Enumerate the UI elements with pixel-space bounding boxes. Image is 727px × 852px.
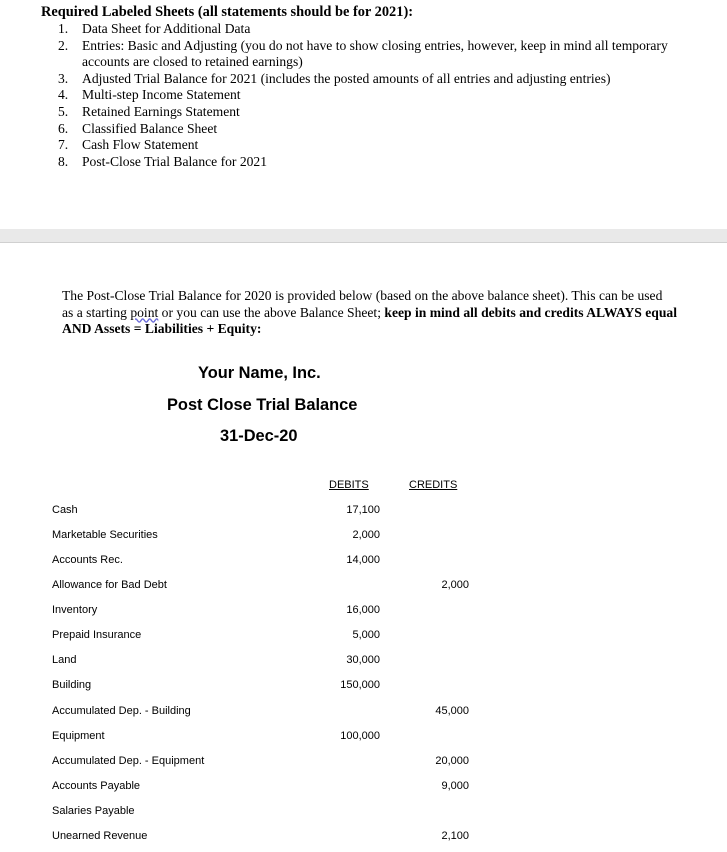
list-item-text: Multi-step Income Statement: [82, 87, 241, 103]
table-row: [0, 730, 727, 750]
list-item-text: Adjusted Trial Balance for 2021 (includes the posted amounts of all entries and adjusting entries): [82, 70, 611, 86]
statement-date: 31-Dec-20: [220, 427, 298, 445]
table-row: [0, 780, 727, 800]
table-row: [0, 554, 727, 574]
credit-amount: 2,100: [441, 830, 469, 842]
list-item-number: 2.: [58, 37, 69, 53]
list-item-number: 6.: [58, 120, 69, 136]
table-row: [0, 679, 727, 699]
list-item-text: Post-Close Trial Balance for 2021: [82, 153, 268, 169]
list-item: [58, 21, 678, 38]
account-name: Accounts Rec.: [52, 554, 123, 566]
account-name: Cash: [52, 504, 78, 516]
debit-amount: 150,000: [340, 679, 380, 691]
credit-amount: 45,000: [435, 705, 469, 717]
debit-amount: 5,000: [352, 629, 380, 641]
credits-header: CREDITS: [409, 479, 458, 491]
document-page-2: [0, 242, 727, 852]
credit-amount: 2,000: [441, 579, 469, 591]
account-name: Unearned Revenue: [52, 830, 148, 842]
account-name: Equipment: [52, 730, 105, 742]
account-name: Accumulated Dep. - Equipment: [52, 755, 205, 767]
list-item-text: Classified Balance Sheet: [82, 120, 218, 136]
spellcheck-word[interactable]: point: [130, 304, 159, 320]
table-row: [0, 755, 727, 775]
list-item: [58, 121, 678, 138]
table-row: [0, 504, 727, 524]
debit-amount: 30,000: [346, 654, 380, 666]
account-name: Marketable Securities: [52, 529, 158, 541]
credit-amount: 20,000: [435, 755, 469, 767]
table-row: [0, 705, 727, 725]
list-item: [58, 154, 678, 171]
list-item: [58, 71, 678, 88]
debits-header: DEBITS: [329, 479, 369, 491]
table-row: [0, 805, 727, 825]
account-name: Allowance for Bad Debt: [52, 579, 167, 591]
table-row: [0, 830, 727, 850]
account-name: Prepaid Insurance: [52, 629, 142, 641]
table-row: [0, 629, 727, 649]
list-item: [58, 87, 678, 104]
list-item-number: 3.: [58, 70, 69, 86]
intro-paragraph: [62, 288, 677, 338]
debit-amount: 2,000: [352, 529, 380, 541]
intro-bold-text: keep in mind all debits and credits ALWAYS equal AND Assets = Liabilities + Equity:: [62, 304, 677, 337]
account-name: Inventory: [52, 604, 98, 616]
account-name: Land: [52, 654, 77, 666]
account-name: Salaries Payable: [52, 805, 135, 817]
list-item-number: 7.: [58, 137, 69, 153]
requirements-list: [58, 21, 678, 170]
list-item-number: 8.: [58, 153, 69, 169]
list-item: [58, 137, 678, 154]
debit-amount: 16,000: [346, 604, 380, 616]
account-name: Building: [52, 679, 92, 691]
document-page-1: [0, 0, 727, 229]
list-item-number: 1.: [58, 21, 69, 36]
list-item-number: 4.: [58, 87, 69, 103]
account-name: Accounts Payable: [52, 780, 141, 792]
list-item: [58, 104, 678, 121]
list-item-text: Data Sheet for Additional Data: [82, 21, 251, 36]
statement-title: Post Close Trial Balance: [167, 396, 358, 414]
table-row: [0, 604, 727, 624]
debit-amount: 14,000: [346, 554, 380, 566]
company-name: Your Name, Inc.: [198, 364, 321, 382]
debit-amount: 17,100: [346, 504, 380, 516]
table-row: [0, 654, 727, 674]
list-item: [58, 38, 678, 71]
intro-text: or you can use the above Balance Sheet;: [158, 304, 385, 320]
list-item-text: Retained Earnings Statement: [82, 103, 240, 119]
table-row: [0, 579, 727, 599]
credit-amount: 9,000: [441, 780, 469, 792]
list-item-text: Entries: Basic and Adjusting (you do not have to show closing entries, however, keep in mind all temporary accounts are closed to retained earnings): [82, 37, 668, 70]
account-name: Accumulated Dep. - Building: [52, 705, 191, 717]
list-item-text: Cash Flow Statement: [82, 137, 199, 153]
list-item-number: 5.: [58, 103, 69, 119]
intro-text: The Post-Close Trial Balance for 2020 is provided below (based on the above balance sheet). This can be used as a starting: [62, 288, 663, 320]
debit-amount: 100,000: [340, 730, 380, 742]
requirements-title: Required Labeled Sheets (all statements should be for 2021):: [41, 4, 414, 20]
table-row: [0, 529, 727, 549]
